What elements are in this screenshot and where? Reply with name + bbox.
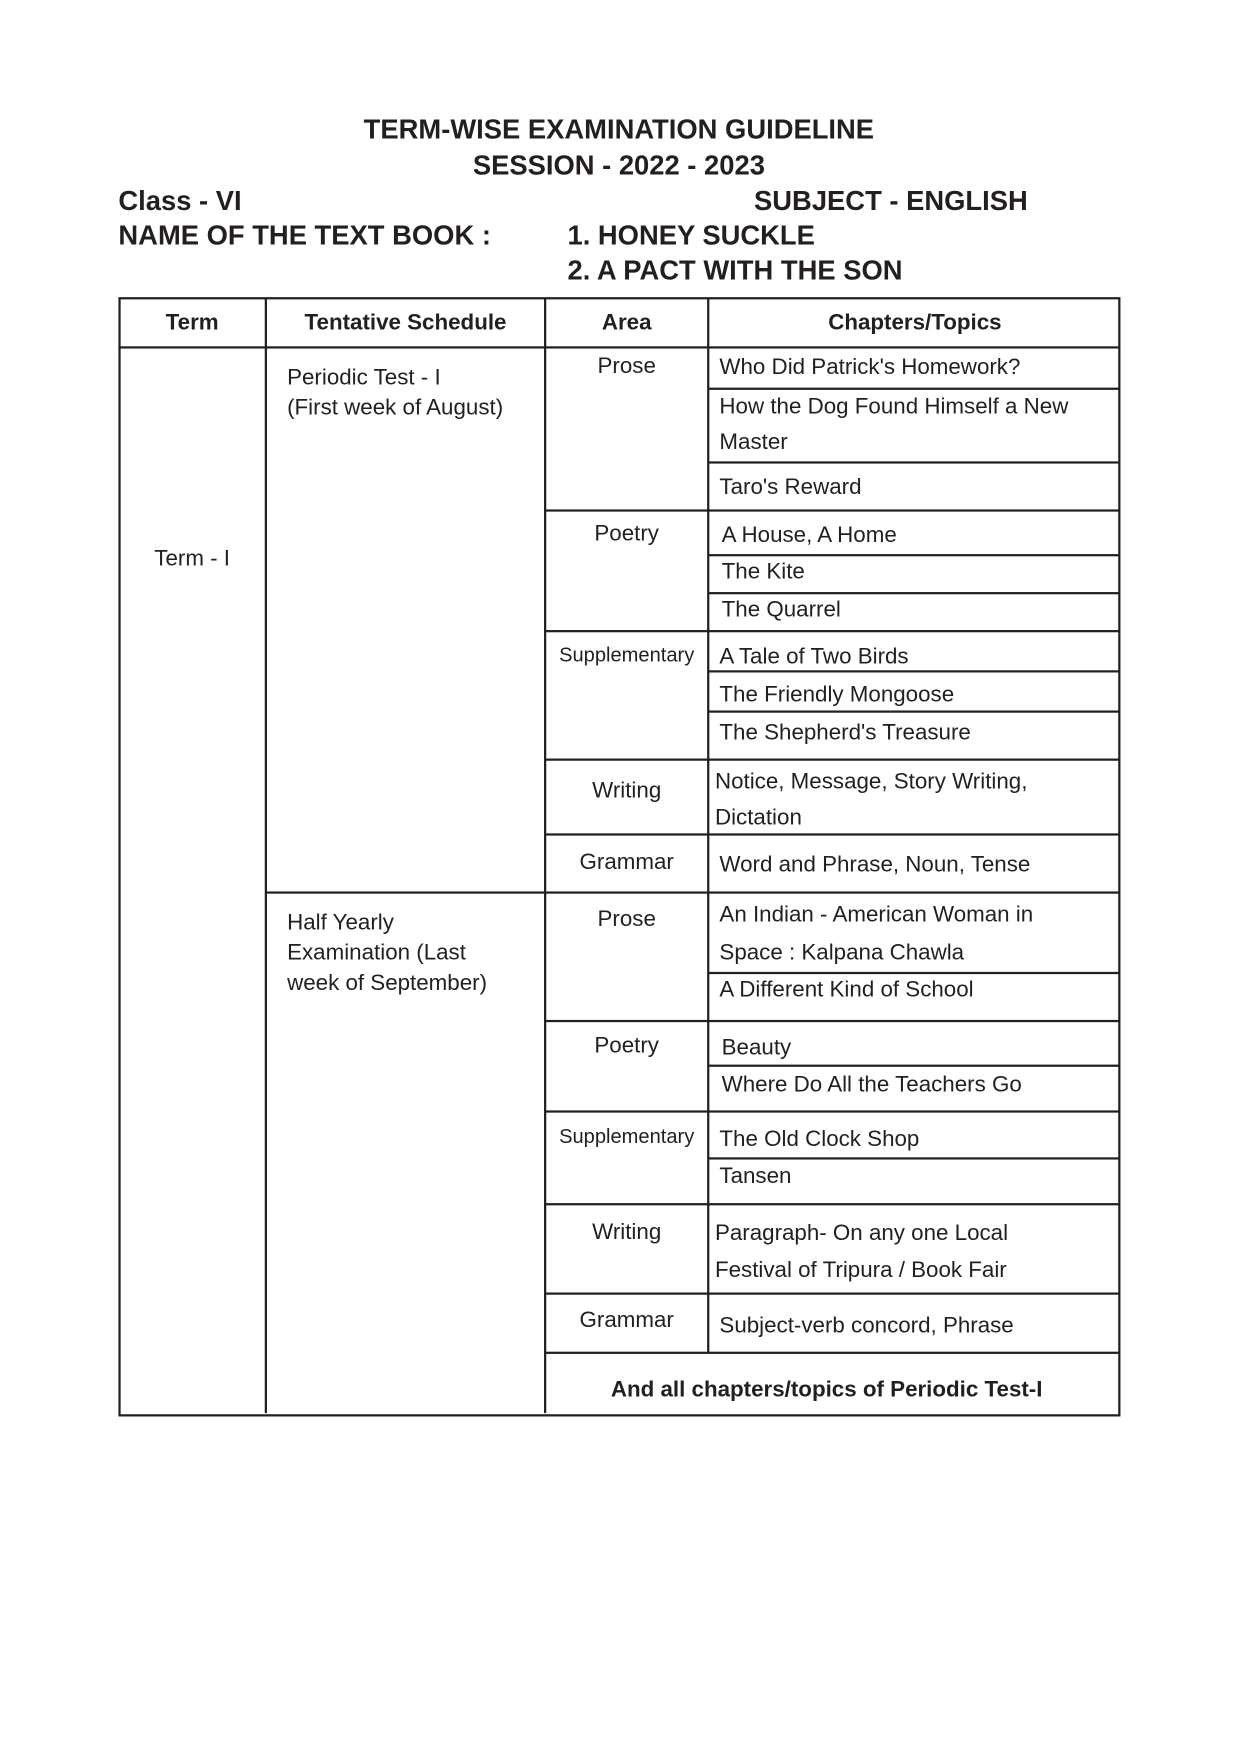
table-rule — [118, 346, 1120, 348]
term-label: Term - I — [154, 546, 231, 571]
column-header: Tentative Schedule — [304, 310, 507, 336]
area-label: Poetry — [594, 1033, 659, 1058]
chapter-item: Tansen — [719, 1164, 792, 1189]
column-header: Term — [165, 310, 219, 336]
chapter-item: Taro's Reward — [719, 474, 862, 500]
textbook-2: 2. A PACT WITH THE SON — [567, 255, 903, 286]
chapter-item: The Old Clock Shop — [719, 1127, 920, 1152]
chapter-item: A Different Kind of School — [719, 977, 974, 1003]
area-label: Grammar — [579, 1308, 674, 1333]
table-rule — [545, 1352, 1119, 1354]
schedule-text: Examination (Last — [287, 940, 466, 966]
page-title: TERM-WISE EXAMINATION GUIDELINE — [363, 115, 875, 146]
chapter-item: A House, A Home — [721, 522, 897, 548]
subject-label: SUBJECT - ENGLISH — [754, 186, 1028, 217]
table-rule — [708, 554, 1119, 556]
table-rule — [708, 462, 1119, 464]
table-rule — [545, 1020, 1119, 1022]
chapter-item: Where Do All the Teachers Go — [721, 1072, 1022, 1097]
table-rule — [708, 972, 1119, 974]
area-label: Prose — [597, 907, 656, 932]
area-label: Grammar — [579, 850, 674, 875]
table-rule — [708, 388, 1119, 390]
area-label: Prose — [597, 354, 656, 379]
textbook-1: 1. HONEY SUCKLE — [567, 221, 815, 252]
table-rule — [545, 759, 1119, 761]
chapter-item: Beauty — [721, 1035, 792, 1061]
area-label: Supplementary — [559, 643, 695, 666]
column-header: Area — [601, 310, 652, 336]
chapter-item: Notice, Message, Story Writing, — [714, 769, 1028, 795]
chapter-item: The Kite — [721, 559, 805, 585]
session-label: SESSION - 2022 - 2023 — [472, 150, 765, 181]
table-rule — [544, 298, 546, 1413]
chapter-item: The Friendly Mongoose — [719, 682, 955, 708]
area-label: Writing — [592, 1219, 662, 1245]
chapter-item: Paragraph- On any one Local — [714, 1220, 1009, 1246]
table-rule — [118, 298, 120, 1415]
column-header: Chapters/Topics — [828, 310, 1002, 336]
chapter-item: Dictation — [714, 805, 802, 831]
chapter-item: Space : Kalpana Chawla — [719, 940, 965, 966]
area-label: Poetry — [594, 521, 659, 547]
table-rule — [708, 1065, 1119, 1067]
chapter-item: Who Did Patrick's Homework? — [719, 355, 1021, 380]
table-rule — [545, 1203, 1119, 1205]
chapter-item: The Shepherd's Treasure — [719, 720, 971, 746]
table-rule — [545, 630, 1119, 632]
table-rule — [707, 298, 709, 1353]
table-rule — [708, 1158, 1119, 1160]
chapter-item: Subject-verb concord, Phrase — [719, 1313, 1014, 1339]
schedule-text: week of September) — [287, 970, 488, 996]
table-rule — [265, 298, 267, 1413]
chapter-item: A Tale of Two Birds — [719, 644, 909, 670]
table-rule — [545, 834, 1119, 836]
footer-note: And all chapters/topics of Periodic Test-I — [610, 1377, 1043, 1402]
area-label: Supplementary — [559, 1124, 695, 1148]
table-rule — [266, 892, 545, 894]
chapter-item: Festival of Tripura / Book Fair — [714, 1257, 1007, 1283]
table-rule — [545, 892, 1119, 894]
table-rule — [708, 671, 1119, 673]
table-rule — [708, 711, 1119, 713]
chapter-item: Word and Phrase, Noun, Tense — [719, 852, 1031, 877]
table-rule — [545, 510, 1119, 512]
schedule-text: Half Yearly — [287, 910, 394, 936]
table-rule — [118, 1414, 1120, 1416]
table-rule — [708, 592, 1119, 594]
table-rule — [118, 297, 1120, 299]
chapter-item: How the Dog Found Himself a New — [719, 394, 1069, 419]
table-rule — [545, 1111, 1119, 1113]
chapter-item: Master — [719, 430, 788, 455]
schedule-text: Periodic Test - I — [287, 365, 441, 390]
chapter-item: An Indian - American Woman in — [719, 902, 1034, 928]
area-label: Writing — [592, 778, 662, 804]
chapter-item: The Quarrel — [721, 597, 841, 623]
textbook-label: NAME OF THE TEXT BOOK : — [118, 221, 491, 252]
table-rule — [545, 1293, 1119, 1295]
schedule-text: (First week of August) — [287, 395, 504, 421]
table-rule — [1118, 298, 1120, 1415]
class-label: Class - VI — [118, 186, 242, 217]
